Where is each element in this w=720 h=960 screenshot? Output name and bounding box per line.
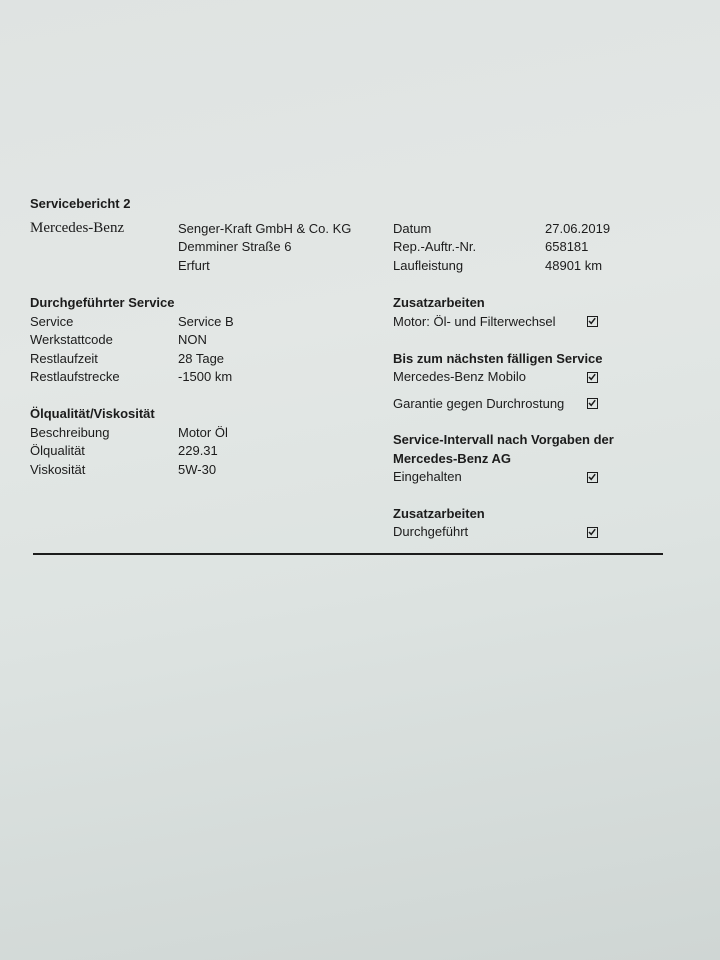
meta-label-order: Rep.-Auftr.-Nr. [393,239,477,254]
mobilo-label: Mercedes-Benz Mobilo [393,369,526,384]
workshop-code-value: NON [178,332,207,347]
oil-heading: Ölqualität/Viskosität [30,406,155,421]
report-title: Servicebericht 2 [30,196,131,211]
checkmark-icon [588,399,596,407]
service-heading: Durchgeführter Service [30,295,175,310]
remaining-time-label: Restlaufzeit [30,351,98,366]
oil-description-value: Motor Öl [178,425,228,440]
oil-description-label: Beschreibung [30,425,110,440]
divider-line [33,553,663,555]
oil-quality-value: 229.31 [178,443,218,458]
service-label: Service [30,314,74,329]
dealer-name: Senger-Kraft GmbH & Co. KG [178,221,352,236]
interval-kept-label: Eingehalten [393,469,462,484]
meta-value-date: 27.06.2019 [545,221,611,236]
oil-filter-change-checkbox [587,316,598,327]
interval-heading-line1: Service-Intervall nach Vorgaben der [393,432,614,447]
dealer-street: Demminer Straße 6 [178,239,292,254]
workshop-code-label: Werkstattcode [30,332,113,347]
rust-warranty-checkbox [587,398,598,409]
rust-warranty-label: Garantie gegen Durchrostung [393,396,565,411]
meta-label-date: Datum [393,221,432,236]
extra-work-heading: Zusatzarbeiten [393,295,485,310]
performed-checkbox [587,527,598,538]
viscosity-label: Viskosität [30,462,86,477]
remaining-distance-label: Restlaufstrecke [30,369,120,384]
oil-quality-label: Ölqualität [30,443,85,458]
meta-value-order: 658181 [545,239,589,254]
remaining-distance-value: -1500 km [178,369,233,384]
checkmark-icon [588,317,596,325]
service-value: Service B [178,314,234,329]
checkmark-icon [588,473,596,481]
extra-work-heading-2: Zusatzarbeiten [393,506,485,521]
dealer-city: Erfurt [178,258,210,273]
viscosity-value: 5W-30 [178,462,217,477]
remaining-time-value: 28 Tage [178,351,225,366]
next-service-heading: Bis zum nächsten fälligen Service [393,351,603,366]
mobilo-checkbox [587,372,598,383]
meta-label-mileage: Laufleistung [393,258,464,273]
oil-filter-change-label: Motor: Öl- und Filterwechsel [393,314,556,329]
brand-logo-text: Mercedes-Benz [30,220,125,236]
interval-heading-line2: Mercedes-Benz AG [393,451,511,466]
performed-label: Durchgeführt [393,524,469,539]
meta-value-mileage: 48901 km [545,258,603,273]
checkmark-icon [588,373,596,381]
interval-kept-checkbox [587,472,598,483]
checkmark-icon [588,528,596,536]
